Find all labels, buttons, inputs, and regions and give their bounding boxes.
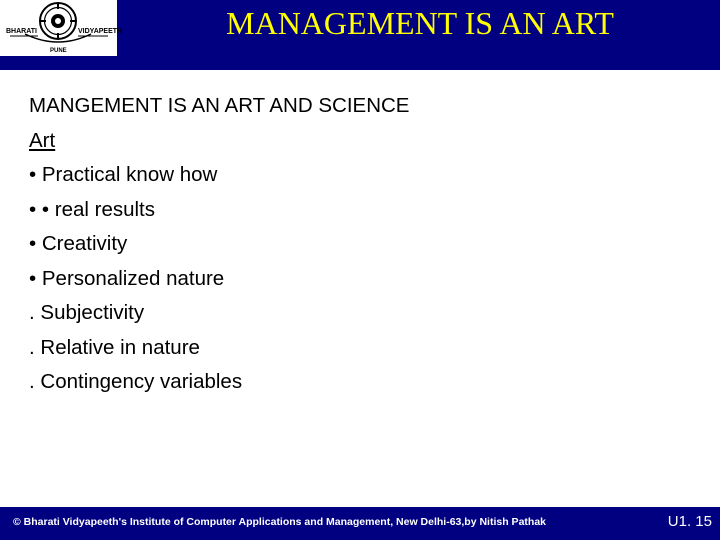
list-item: • Personalized nature [29, 266, 225, 290]
footer-bar [0, 507, 720, 540]
header-bar [0, 0, 720, 70]
logo-bottom-text: PUNE [50, 48, 67, 54]
list-item: . Contingency variables [29, 370, 243, 393]
content-heading: MANGEMENT IS AN ART AND SCIENCE [29, 94, 410, 117]
logo-left-text: BHARATI [6, 28, 37, 35]
content-subheading: Art [29, 128, 56, 152]
slide-content [29, 89, 409, 400]
university-emblem-logo [0, 0, 123, 56]
list-item: . Subjectivity [29, 301, 145, 324]
slide-number: U1. 15 [667, 513, 712, 530]
list-item: • • real results [29, 197, 156, 221]
institution-logo [0, 0, 123, 56]
footer-credit: © Bharati Vidyapeeth's Institute of Computer Applications and Management, New Delhi-63,by Nitish Pathak [13, 516, 546, 528]
list-item: • Creativity [29, 232, 128, 255]
list-item: • Practical know how [29, 163, 218, 186]
list-item: . Relative in nature [29, 335, 200, 359]
logo-right-text: VIDYAPEETH [78, 28, 123, 35]
slide-title: MANAGEMENT IS AN ART [226, 5, 614, 41]
